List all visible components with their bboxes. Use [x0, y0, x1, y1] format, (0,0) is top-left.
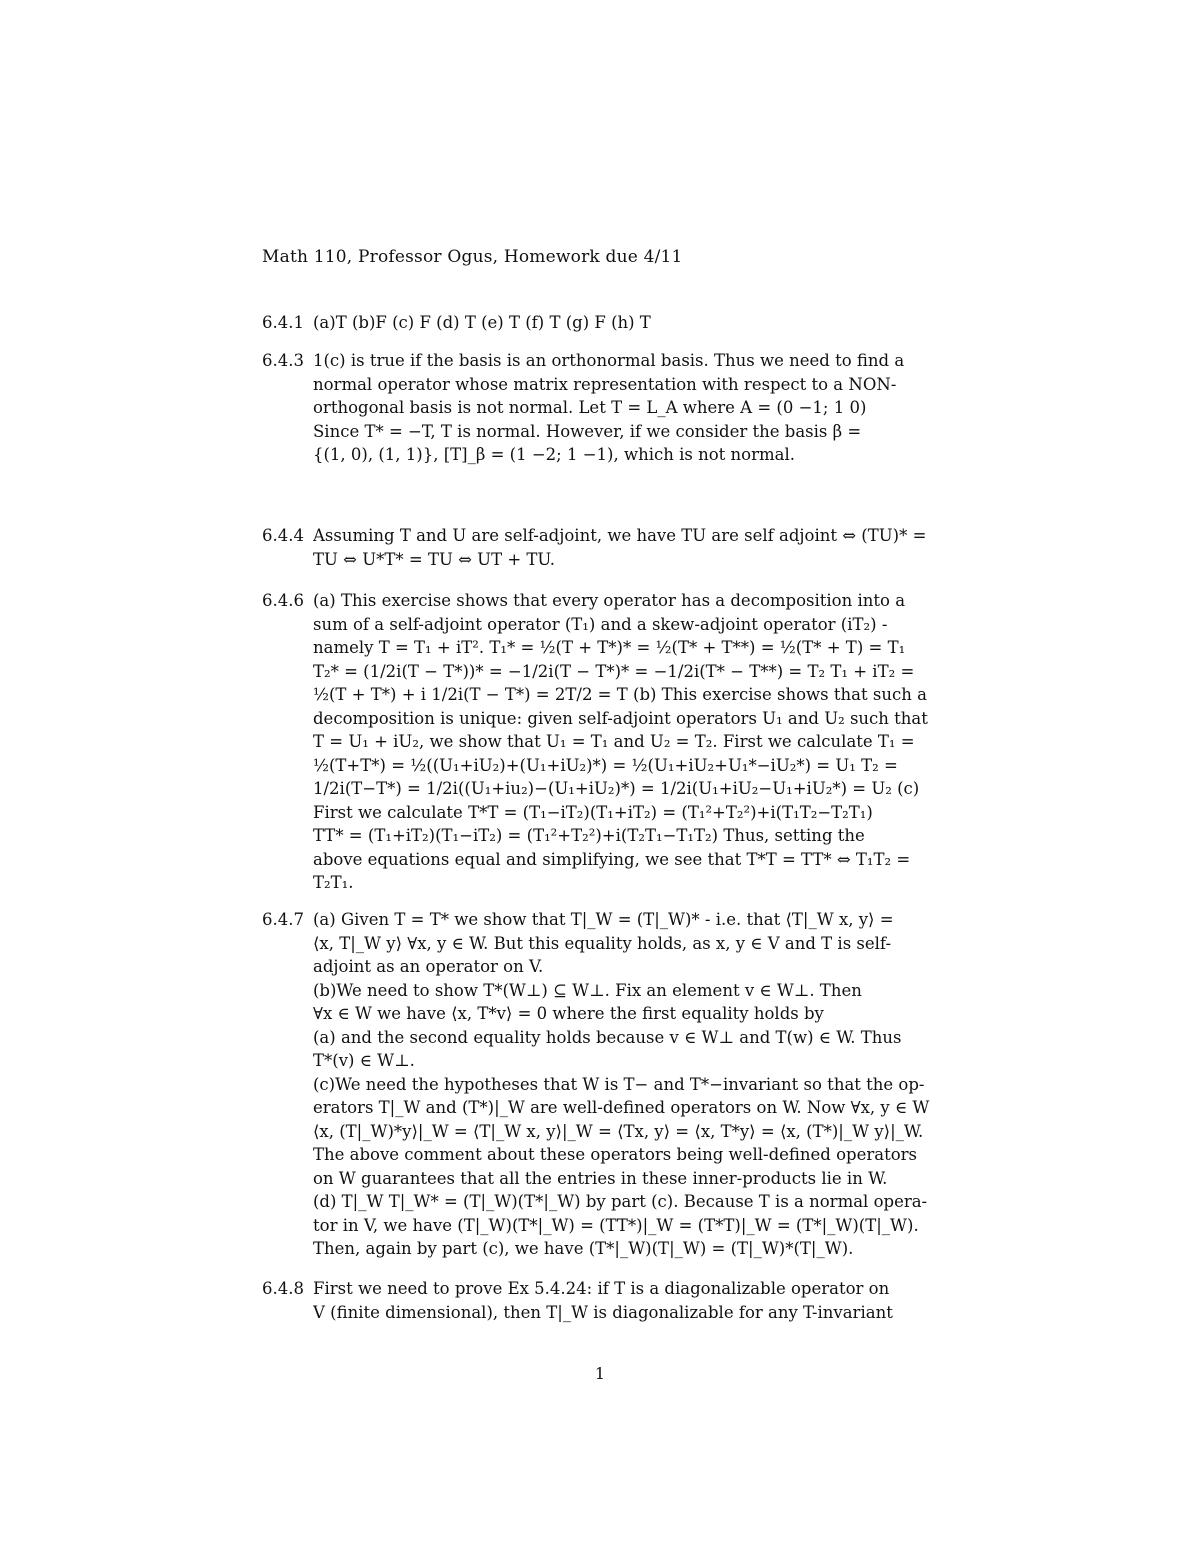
text-line: TU ⇔ U*T* = TU ⇔ UT + TU. [313, 549, 556, 569]
text-line: ∀x ∈ W we have ⟨x, T*v⟩ = 0 where the first equality holds by [313, 1004, 824, 1023]
text-line: 1/2i(T−T*) = 1/2i((U₁+iu₂)−(U₁+iU₂)*) = 1/2i(U₁+iU₂−U₁+iU₂*) = U₂ (c) [313, 779, 920, 798]
text-line: ⟨x, (T|_W)*y⟩|_W = ⟨T|_W x, y⟩|_W = ⟨Tx, y⟩ = ⟨x, T*y⟩ = ⟨x, (T*)|_W y⟩|_W. [313, 1121, 924, 1141]
text-line: (c)We need the hypotheses that W is T− and T*−invariant so that the op- [313, 1074, 925, 1094]
text-line: normal operator whose matrix representation with respect to a NON- [313, 374, 897, 394]
text-line: Then, again by part (c), we have (T*|_W)(T|_W) = (T|_W)*(T|_W). [313, 1239, 854, 1258]
text-line: namely T = T₁ + iT². T₁* = ½(T + T*)* = ½(T* + T**) = ½(T* + T) = T₁ [313, 638, 906, 657]
problem-6-4-4 [262, 524, 942, 571]
text-line: orthogonal basis is not normal. Let T = L_A where A = (0 −1; 1 0) [313, 398, 867, 417]
problem-6-4-8 [262, 1277, 942, 1324]
problem-body [313, 349, 942, 467]
text-line: T₂* = (1/2i(T − T*))* = −1/2i(T − T*)* = −1/2i(T* − T**) = T₂ T₁ + iT₂ = [313, 661, 915, 681]
text-line: The above comment about these operators being well-defined operators [313, 1145, 918, 1164]
text-line: Since T* = −T, T is normal. However, if we consider the basis β = [313, 421, 862, 441]
page-header: Math 110, Professor Ogus, Homework due 4/11 [262, 247, 683, 267]
problem-6-4-1 [262, 311, 942, 335]
text-line: (b)We need to show T*(W⊥) ⊆ W⊥. Fix an element v ∈ W⊥. Then [313, 980, 862, 1000]
text-line: tor in V, we have (T|_W)(T*|_W) = (TT*)|_W = (T*T)|_W = (T*|_W)(T|_W). [313, 1215, 919, 1235]
text-line: ⟨x, T|_W y⟩ ∀x, y ∈ W. But this equality holds, as x, y ∈ V and T is self- [313, 933, 892, 953]
text-line: (a) Given T = T* we show that T|_W = (T|_W)* - i.e. that ⟨T|_W x, y⟩ = [313, 910, 894, 929]
problem-number: 6.4.4 [262, 526, 304, 545]
text-line: above equations equal and simplifying, we see that T*T = TT* ⇔ T₁T₂ = [313, 849, 911, 869]
text-line: T = U₁ + iU₂, we show that U₁ = T₁ and U₂ = T₂. First we calculate T₁ = [313, 732, 915, 751]
text-line: {(1, 0), (1, 1)}, [T]_β = (1 −2; 1 −1), which is not normal. [313, 445, 795, 464]
text-line: T₂T₁. [313, 873, 354, 892]
text-line: TT* = (T₁+iT₂)(T₁−iT₂) = (T₁²+T₂²)+i(T₂T₁−T₁T₂) Thus, setting the [313, 826, 865, 845]
text-line: First we calculate T*T = (T₁−iT₂)(T₁+iT₂) = (T₁²+T₂²)+i(T₁T₂−T₂T₁) [313, 802, 873, 822]
problem-number: 6.4.8 [262, 1279, 304, 1298]
text-line: T*(v) ∈ W⊥. [313, 1051, 415, 1070]
problem-body [313, 311, 942, 335]
problem-6-4-6 [262, 589, 942, 895]
text-line: First we need to prove Ex 5.4.24: if T is a diagonalizable operator on [313, 1279, 890, 1298]
problem-number: 6.4.6 [262, 591, 304, 610]
text-line: ½(T+T*) = ½((U₁+iU₂)+(U₁+iU₂)*) = ½(U₁+iU₂+U₁*−iU₂*) = U₁ T₂ = [313, 755, 898, 775]
text-line: 1(c) is true if the basis is an orthonormal basis. Thus we need to find a [313, 351, 905, 370]
problem-body [313, 589, 942, 895]
problem-6-4-7 [262, 908, 942, 1261]
problem-body [313, 908, 942, 1261]
problem-number: 6.4.1 [262, 313, 304, 332]
page-number: 1 [594, 1364, 606, 1383]
text-line: sum of a self-adjoint operator (T₁) and a skew-adjoint operator (iT₂) - [313, 614, 888, 634]
problem-body [313, 524, 942, 571]
text-line: on W guarantees that all the entries in these inner-products lie in W. [313, 1168, 888, 1188]
problem-body [313, 1277, 942, 1324]
text-line: ½(T + T*) + i 1/2i(T − T*) = 2T/2 = T (b) This exercise shows that such a [313, 685, 927, 704]
text-line: V (finite dimensional), then T|_W is diagonalizable for any T-invariant [313, 1302, 893, 1322]
text-line: adjoint as an operator on V. [313, 957, 544, 976]
text-line: Assuming T and U are self-adjoint, we have TU are self adjoint ⇔ (TU)* = [313, 526, 927, 545]
text-line: (a)T (b)F (c) F (d) T (e) T (f) T (g) F (h) T [313, 313, 651, 332]
text-line: erators T|_W and (T*)|_W are well-defined operators on W. Now ∀x, y ∈ W [313, 1098, 930, 1117]
problem-number: 6.4.7 [262, 910, 304, 929]
text-line: decomposition is unique: given self-adjoint operators U₁ and U₂ such that [313, 708, 928, 728]
text-line: (d) T|_W T|_W* = (T|_W)(T*|_W) by part (c). Because T is a normal opera- [313, 1192, 928, 1211]
text-line: (a) This exercise shows that every operator has a decomposition into a [313, 591, 906, 610]
problem-number: 6.4.3 [262, 351, 304, 370]
text-line: (a) and the second equality holds because v ∈ W⊥ and T(w) ∈ W. Thus [313, 1027, 902, 1047]
problem-6-4-3 [262, 349, 942, 467]
